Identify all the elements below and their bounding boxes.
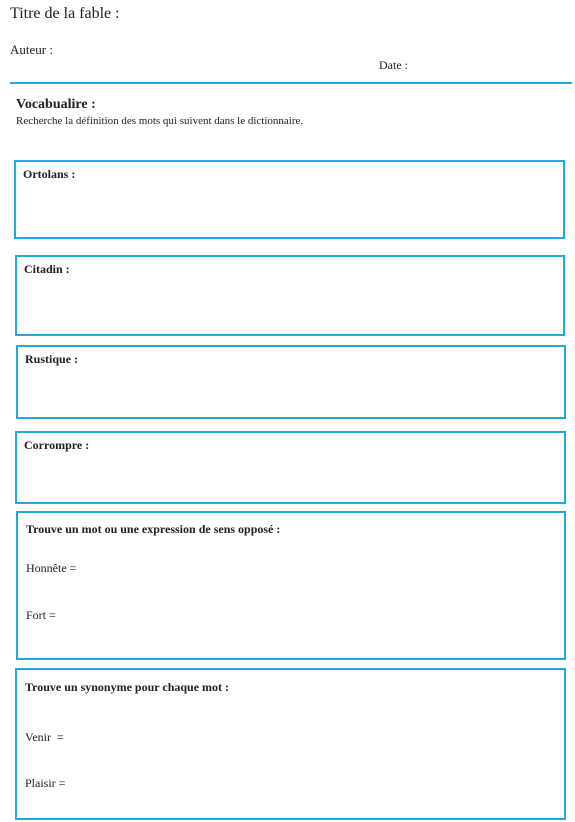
definition-box-citadin[interactable] <box>15 255 565 336</box>
fable-title-label: Titre de la fable : <box>10 5 120 22</box>
definition-box-rustique[interactable] <box>16 345 566 419</box>
word-label-rustique: Rustique : <box>25 352 79 366</box>
author-label: Auteur : <box>10 42 53 57</box>
antonyms-heading: Trouve un mot ou une expression de sens opposé : <box>26 522 281 536</box>
definition-box-corrompre[interactable] <box>15 431 566 504</box>
word-label-citadin: Citadin : <box>24 262 70 276</box>
definition-box-ortolans[interactable] <box>14 160 565 239</box>
vocabulary-instruction: Recherche la définition des mots qui suivent dans le dictionnaire. <box>16 115 304 127</box>
date-label: Date : <box>379 58 408 72</box>
synonym-item-plaisir: Plaisir = <box>25 776 66 790</box>
vocabulary-heading: Vocabualire : <box>16 97 96 112</box>
word-label-ortolans: Ortolans : <box>23 167 76 181</box>
antonym-item-fort: Fort = <box>26 608 56 622</box>
synonyms-box[interactable] <box>15 668 566 820</box>
antonyms-box[interactable] <box>16 511 566 660</box>
header-divider <box>10 82 572 84</box>
antonym-item-honnete: Honnête = <box>26 561 77 575</box>
synonym-item-venir: Venir = <box>25 730 64 744</box>
word-label-corrompre: Corrompre : <box>24 438 90 452</box>
synonyms-heading: Trouve un synonyme pour chaque mot : <box>25 680 230 694</box>
